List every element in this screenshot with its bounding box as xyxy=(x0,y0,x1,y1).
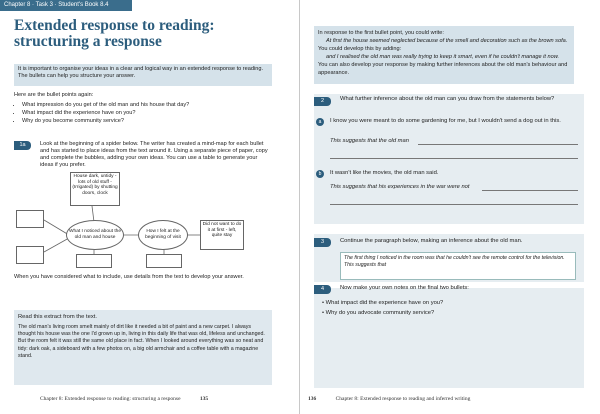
bullets-lead: Here are the bullet points again: xyxy=(14,92,94,98)
extract-text: The old man's living room smelt mainly of dirt like it needed a bit of paint and a new carpet. I always thought his house was the one I'd grown up in, living in this daily life that was old, lifeless and unchanged. But the room felt it was still the same old place in fact. When I looked around everything was so neat and tidy: dark oak, a sideboard with a few photos on, a big old armchair and a coffee table with a magazine stand. xyxy=(18,324,265,359)
question-2b-quote: It wasn't like the movies, the old man said. xyxy=(330,170,439,176)
left-page xyxy=(0,0,299,414)
page-number: 135 xyxy=(199,396,209,402)
question-2b-label: b xyxy=(316,170,324,178)
extract-heading: Read this extract from the text. xyxy=(18,314,97,320)
answer-line[interactable] xyxy=(330,204,578,205)
bullet-section xyxy=(14,92,274,125)
right-page xyxy=(300,0,600,414)
question-2-text: What further inference about the old man can you draw from the statements below? xyxy=(340,96,555,102)
model-quote: and I realised the old man was really trying to keep it smart, even if he couldn't manage it now. xyxy=(326,54,560,60)
chapter-tab: Chapter 8 · Task 3 · Student's Book 8.4 xyxy=(0,0,132,11)
activity-badge: 1a xyxy=(14,141,31,150)
page-number: 136 xyxy=(308,396,317,402)
bullet-text: What impact did the experience have on you? xyxy=(325,300,444,306)
mind-map-centre-feelings: How I felt at the beginning of visit xyxy=(138,220,188,250)
mind-map xyxy=(14,170,274,270)
empty-bubble xyxy=(76,254,112,268)
question-4-badge: 4 xyxy=(314,285,331,294)
answer-line[interactable] xyxy=(482,190,578,191)
empty-bubble xyxy=(16,246,44,264)
bullet-item: • What impression do you get of the old man and his house that day? xyxy=(22,101,274,109)
extract-box xyxy=(14,310,272,385)
answer-line[interactable] xyxy=(330,158,578,159)
page-title: Extended response to reading: structuring a response xyxy=(14,17,215,50)
question-4-bullet-2: • Why do you advocate community service? xyxy=(322,310,435,316)
empty-bubble xyxy=(146,254,182,268)
mind-map-note-house: House dark, untidy - lots of old stuff - (Irrigated) by shutting doors, clock xyxy=(70,172,120,206)
question-2-badge: 2 xyxy=(314,97,331,106)
bullet-item: • Why do you become community service? xyxy=(22,117,274,125)
intro-text: It is important to organise your ideas in a clear and logical way in an extended response to reading. The bullets can help you structure your answer. xyxy=(18,66,264,79)
model-response-box xyxy=(314,26,574,84)
intro-box xyxy=(14,64,272,86)
empty-bubble xyxy=(16,210,44,228)
question-3-response-box[interactable] xyxy=(340,252,576,280)
question-3-badge: 3 xyxy=(314,238,331,247)
question-2b-prompt: This suggests that his experiences in the war were not xyxy=(330,184,470,190)
model-line: In response to the first bullet point, you could write: xyxy=(318,30,444,36)
bullet-list xyxy=(14,101,274,125)
question-4-text: Now make your own notes on the final two bullets: xyxy=(340,285,469,291)
mind-map-centre-old-man: What I noticed about the old man and house xyxy=(66,220,124,250)
question-4-bullet-1: • What impact did the experience have on you? xyxy=(322,300,444,306)
left-footer xyxy=(40,396,295,402)
model-line: You can also develop your response by making further inferences about the old man's behaviour and appearance. xyxy=(318,62,568,76)
model-line: You could develop this by adding: xyxy=(318,46,402,52)
mind-map-note-reluctant: Did not want to do it at first - left, quite stay xyxy=(200,220,244,250)
bullet-text: Why do you advocate community service? xyxy=(325,310,435,316)
question-3-starter: The first thing I noticed in the room was that he couldn't see the remote control for the television. This suggests that xyxy=(344,255,565,268)
model-quote: At first the house seemed neglected because of the smell and decoration such as the brown sofa. xyxy=(326,38,568,44)
footer-text: Chapter 8: Extended response to reading: structuring a response xyxy=(40,396,181,402)
bullet-item: • What impact did the experience have on you? xyxy=(22,109,274,117)
question-2a-prompt: This suggests that the old man xyxy=(330,138,409,144)
activity-text: Look at the beginning of a spider below. The writer has created a mind-map for each bullet and has started to place ideas from the text around it. Using a separate piece of paper, copy and complete the bubbles, adding your own ideas. You can use a table to generate your ideas if you prefer. xyxy=(40,141,268,168)
after-text: When you have considered what to include, use details from the text to develop your answer. xyxy=(14,274,244,280)
question-3-text: Continue the paragraph below, making an inference about the old man. xyxy=(340,238,523,244)
answer-line[interactable] xyxy=(418,144,578,145)
right-footer xyxy=(308,396,578,402)
question-2a-label: a xyxy=(316,118,324,126)
question-2a-quote: I know you were meant to do some gardening for me, but I wouldn't send a dog out in this. xyxy=(330,118,561,124)
footer-text: Chapter 8: Extended response to reading and inferred writing xyxy=(335,396,471,402)
